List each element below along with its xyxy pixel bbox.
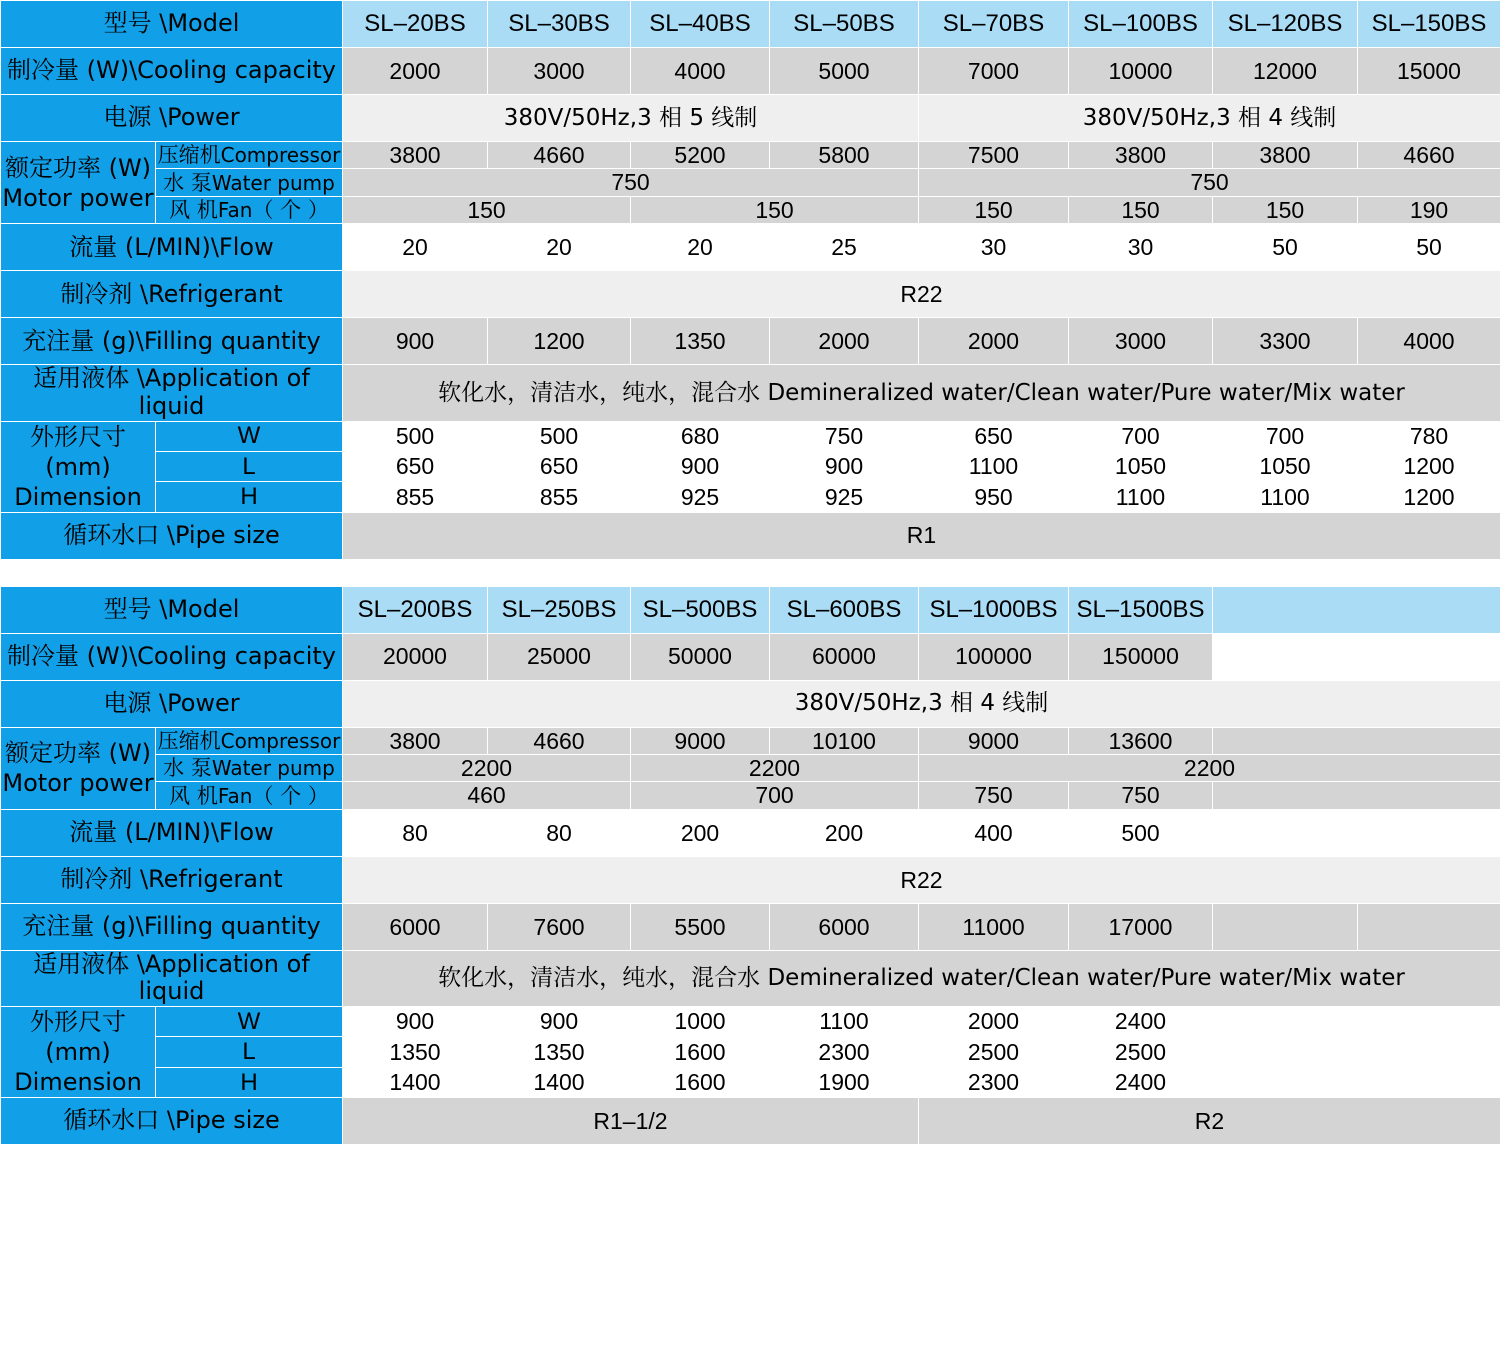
compressor-blank [1213,727,1500,754]
row-label-dimension [1,421,156,512]
filling-blank [1213,903,1358,950]
table-row [1,782,1500,809]
dimension-h-value: 925 [631,482,770,512]
water-pump-label-en: Water pump [211,756,335,781]
refrigerant-value: R22 [343,856,1500,903]
fan-value: 150 [1213,196,1358,223]
compressor-value: 3800 [343,142,488,169]
dimension-l-value: 1200 [1358,451,1500,481]
table-row [1,1067,1500,1097]
table-row [1,48,1500,95]
compressor-value: 4660 [488,142,631,169]
flow-value: 30 [919,224,1069,271]
fan-label-cn: 风 机 [169,783,218,808]
dimension-h-value: 1100 [1213,482,1358,512]
power-value: 380V/50Hz,3 相 4 线制 [919,95,1500,142]
water-pump-value: 750 [343,169,919,196]
sub-label-compressor [156,142,343,169]
table-row [1,421,1500,451]
filling-value: 1200 [488,318,631,365]
sub-label-dimension-l: L [156,1037,343,1067]
dimension-w-value: 680 [631,421,770,451]
compressor-value: 9000 [631,727,770,754]
dimension-l-value: 2300 [770,1037,919,1067]
table-gap [0,560,1500,586]
dimension-w-value: 900 [343,1007,488,1037]
dimension-blank [1213,1037,1500,1067]
motor-power-label-en: Motor power [2,769,154,798]
compressor-value: 3800 [1213,142,1358,169]
table-row [1,224,1500,271]
table-row [1,633,1500,680]
compressor-value: 13600 [1069,727,1213,754]
dimension-l-value: 2500 [1069,1037,1213,1067]
row-label-pipe-size: 循环水口 \Pipe size [1,512,343,559]
dimension-label-en: Dimension [14,1068,142,1096]
application-value: 软化水，清洁水，纯水，混合水 Demineralized water/Clean water/Pure water/Mix water [343,950,1500,1006]
dimension-l-value: 1050 [1213,451,1358,481]
flow-value: 80 [343,809,488,856]
dimension-w-value: 750 [770,421,919,451]
filling-value: 6000 [770,903,919,950]
filling-value: 2000 [919,318,1069,365]
compressor-value: 7500 [919,142,1069,169]
table-row [1,169,1500,196]
model-header-cell: SL–120BS [1213,1,1358,48]
model-header-cell: SL–1500BS [1069,586,1213,633]
cooling-value: 50000 [631,633,770,680]
fan-value: 750 [919,782,1069,809]
dimension-h-value: 1900 [770,1067,919,1097]
cooling-value: 60000 [770,633,919,680]
flow-value: 50 [1213,224,1358,271]
table-row [1,451,1500,481]
dimension-h-value: 1400 [488,1067,631,1097]
dimension-l-value: 900 [770,451,919,481]
row-label-power: 电源 \Power [1,95,343,142]
table-row [1,196,1500,223]
dimension-blank [1213,1007,1500,1037]
dimension-label-cn: 外形尺寸 (mm) [30,422,126,481]
model-header-cell: SL–100BS [1069,1,1213,48]
cooling-value: 7000 [919,48,1069,95]
pipe-size-value: R2 [919,1098,1500,1145]
table-row [1,318,1500,365]
fan-value: 150 [343,196,631,223]
water-pump-label-cn: 水 泵 [163,756,212,781]
row-label-refrigerant: 制冷剂 \Refrigerant [1,856,343,903]
sub-label-dimension-w: W [156,1007,343,1037]
dimension-blank [1213,1067,1500,1097]
cooling-value: 3000 [488,48,631,95]
dimension-h-value: 950 [919,482,1069,512]
dimension-w-value: 2000 [919,1007,1069,1037]
model-header-cell: SL–150BS [1358,1,1500,48]
fan-value: 750 [1069,782,1213,809]
sub-label-compressor [156,727,343,754]
cooling-value: 5000 [770,48,919,95]
table-row [1,754,1500,781]
row-label-model: 型号 \Model [1,586,343,633]
compressor-value: 4660 [488,727,631,754]
flow-value: 400 [919,809,1069,856]
cooling-blank [1213,633,1500,680]
sub-label-water-pump [156,169,343,196]
water-pump-value: 750 [919,169,1500,196]
table-row [1,586,1500,633]
power-value: 380V/50Hz,3 相 4 线制 [343,680,1500,727]
refrigerant-value: R22 [343,271,1500,318]
filling-value: 3000 [1069,318,1213,365]
row-label-flow: 流量 (L/MIN)\Flow [1,809,343,856]
sub-label-dimension-h: H [156,482,343,512]
fan-value: 150 [1069,196,1213,223]
dimension-h-value: 1400 [343,1067,488,1097]
table-row [1,1098,1500,1145]
dimension-w-value: 780 [1358,421,1500,451]
model-header-cell: SL–70BS [919,1,1069,48]
dimension-w-value: 700 [1069,421,1213,451]
filling-value: 3300 [1213,318,1358,365]
dimension-h-value: 1600 [631,1067,770,1097]
filling-value: 11000 [919,903,1069,950]
table-row [1,512,1500,559]
pipe-size-value: R1 [343,512,1500,559]
row-label-application: 适用液体 \Application of liquid [1,365,343,421]
dimension-l-value: 1350 [343,1037,488,1067]
fan-value: 460 [343,782,631,809]
model-header-cell: SL–20BS [343,1,488,48]
water-pump-label-cn: 水 泵 [163,170,212,195]
fan-label-unit: （ 个 ） [252,783,329,808]
table-row [1,482,1500,512]
filling-value: 1350 [631,318,770,365]
power-value: 380V/50Hz,3 相 5 线制 [343,95,919,142]
row-label-cooling-capacity: 制冷量 (W)\Cooling capacity [1,633,343,680]
flow-blank [1213,809,1500,856]
compressor-value: 10100 [770,727,919,754]
dimension-l-value: 900 [631,451,770,481]
compressor-value: 3800 [1069,142,1213,169]
spec-table-2 [0,586,1500,1146]
sub-label-dimension-h: H [156,1067,343,1097]
model-header-cell: SL–40BS [631,1,770,48]
dimension-w-value: 500 [343,421,488,451]
dimension-l-value: 1100 [919,451,1069,481]
filling-value: 17000 [1069,903,1213,950]
filling-value: 5500 [631,903,770,950]
flow-value: 25 [770,224,919,271]
motor-power-label-en: Motor power [2,183,154,212]
fan-label-en: Fan [217,198,253,223]
dimension-l-value: 1050 [1069,451,1213,481]
dimension-label-en: Dimension [14,482,142,511]
dimension-l-value: 1600 [631,1037,770,1067]
flow-value: 80 [488,809,631,856]
table-row [1,856,1500,903]
dimension-l-value: 2500 [919,1037,1069,1067]
row-label-motor-power [1,727,156,809]
cooling-value: 150000 [1069,633,1213,680]
model-header-cell: SL–30BS [488,1,631,48]
table-row [1,365,1500,421]
pipe-size-value: R1–1/2 [343,1098,919,1145]
water-pump-value: 2200 [631,754,919,781]
compressor-value: 3800 [343,727,488,754]
filling-blank [1358,903,1500,950]
filling-value: 900 [343,318,488,365]
model-header-cell: SL–200BS [343,586,488,633]
sub-label-dimension-w: W [156,421,343,451]
row-label-cooling-capacity: 制冷量 (W)\Cooling capacity [1,48,343,95]
dimension-w-value: 1100 [770,1007,919,1037]
table-row [1,809,1500,856]
flow-value: 30 [1069,224,1213,271]
water-pump-value: 2200 [343,754,631,781]
filling-value: 2000 [770,318,919,365]
table-row [1,950,1500,1006]
flow-value: 20 [343,224,488,271]
model-header-cell: SL–1000BS [919,586,1069,633]
row-label-motor-power [1,142,156,224]
row-label-model: 型号 \Model [1,1,343,48]
table-row [1,903,1500,950]
dimension-l-value: 650 [488,451,631,481]
fan-value: 150 [919,196,1069,223]
flow-value: 20 [631,224,770,271]
spec-table-1 [0,0,1500,560]
row-label-filling-quantity: 充注量 (g)\Filling quantity [1,318,343,365]
row-label-power: 电源 \Power [1,680,343,727]
filling-value: 7600 [488,903,631,950]
dimension-h-value: 1100 [1069,482,1213,512]
cooling-value: 100000 [919,633,1069,680]
compressor-label-cn: 压缩机 [157,728,221,753]
dimension-l-value: 1350 [488,1037,631,1067]
cooling-value: 12000 [1213,48,1358,95]
row-label-application: 适用液体 \Application of liquid [1,950,343,1006]
sub-label-water-pump [156,754,343,781]
cooling-value: 2000 [343,48,488,95]
dimension-h-value: 2300 [919,1067,1069,1097]
water-pump-value: 2200 [919,754,1500,781]
dimension-w-value: 2400 [1069,1007,1213,1037]
cooling-value: 15000 [1358,48,1500,95]
table-row [1,1007,1500,1037]
dimension-w-value: 500 [488,421,631,451]
model-header-cell: SL–500BS [631,586,770,633]
flow-value: 200 [631,809,770,856]
flow-value: 200 [770,809,919,856]
dimension-h-value: 925 [770,482,919,512]
table-row [1,95,1500,142]
compressor-label-en: Compressor [220,728,341,753]
model-header-blank [1213,586,1500,633]
compressor-value: 5800 [770,142,919,169]
application-value: 软化水，清洁水，纯水，混合水 Demineralized water/Clean water/Pure water/Mix water [343,365,1500,421]
fan-blank [1213,782,1500,809]
flow-value: 50 [1358,224,1500,271]
table-row [1,727,1500,754]
compressor-label-cn: 压缩机 [157,143,221,168]
compressor-value: 4660 [1358,142,1500,169]
row-label-refrigerant: 制冷剂 \Refrigerant [1,271,343,318]
fan-label-cn: 风 机 [169,198,218,223]
filling-value: 4000 [1358,318,1500,365]
row-label-pipe-size: 循环水口 \Pipe size [1,1098,343,1145]
fan-label-en: Fan [217,783,253,808]
model-header-cell: SL–600BS [770,586,919,633]
table-row [1,1037,1500,1067]
cooling-value: 20000 [343,633,488,680]
row-label-filling-quantity: 充注量 (g)\Filling quantity [1,903,343,950]
row-label-flow: 流量 (L/MIN)\Flow [1,224,343,271]
table-row [1,271,1500,318]
sub-label-dimension-l: L [156,451,343,481]
dimension-h-value: 1200 [1358,482,1500,512]
motor-power-label-cn: 额定功率 (W) [4,153,152,182]
sub-label-fan [156,196,343,223]
dimension-label-cn: 外形尺寸 (mm) [30,1008,126,1066]
dimension-h-value: 855 [488,482,631,512]
dimension-w-value: 900 [488,1007,631,1037]
table-row [1,142,1500,169]
compressor-value: 5200 [631,142,770,169]
dimension-w-value: 700 [1213,421,1358,451]
flow-value: 20 [488,224,631,271]
table-row [1,1,1500,48]
fan-value: 190 [1358,196,1500,223]
water-pump-label-en: Water pump [211,170,335,195]
model-header-cell: SL–250BS [488,586,631,633]
table-row [1,680,1500,727]
fan-label-unit: （ 个 ） [252,198,329,223]
dimension-l-value: 650 [343,451,488,481]
compressor-value: 9000 [919,727,1069,754]
fan-value: 150 [631,196,919,223]
motor-power-label-cn: 额定功率 (W) [4,739,152,768]
dimension-w-value: 650 [919,421,1069,451]
cooling-value: 10000 [1069,48,1213,95]
cooling-value: 4000 [631,48,770,95]
sub-label-fan [156,782,343,809]
filling-value: 6000 [343,903,488,950]
flow-value: 500 [1069,809,1213,856]
dimension-h-value: 855 [343,482,488,512]
fan-value: 700 [631,782,919,809]
row-label-dimension [1,1007,156,1098]
compressor-label-en: Compressor [220,143,341,168]
cooling-value: 25000 [488,633,631,680]
dimension-h-value: 2400 [1069,1067,1213,1097]
dimension-w-value: 1000 [631,1007,770,1037]
model-header-cell: SL–50BS [770,1,919,48]
